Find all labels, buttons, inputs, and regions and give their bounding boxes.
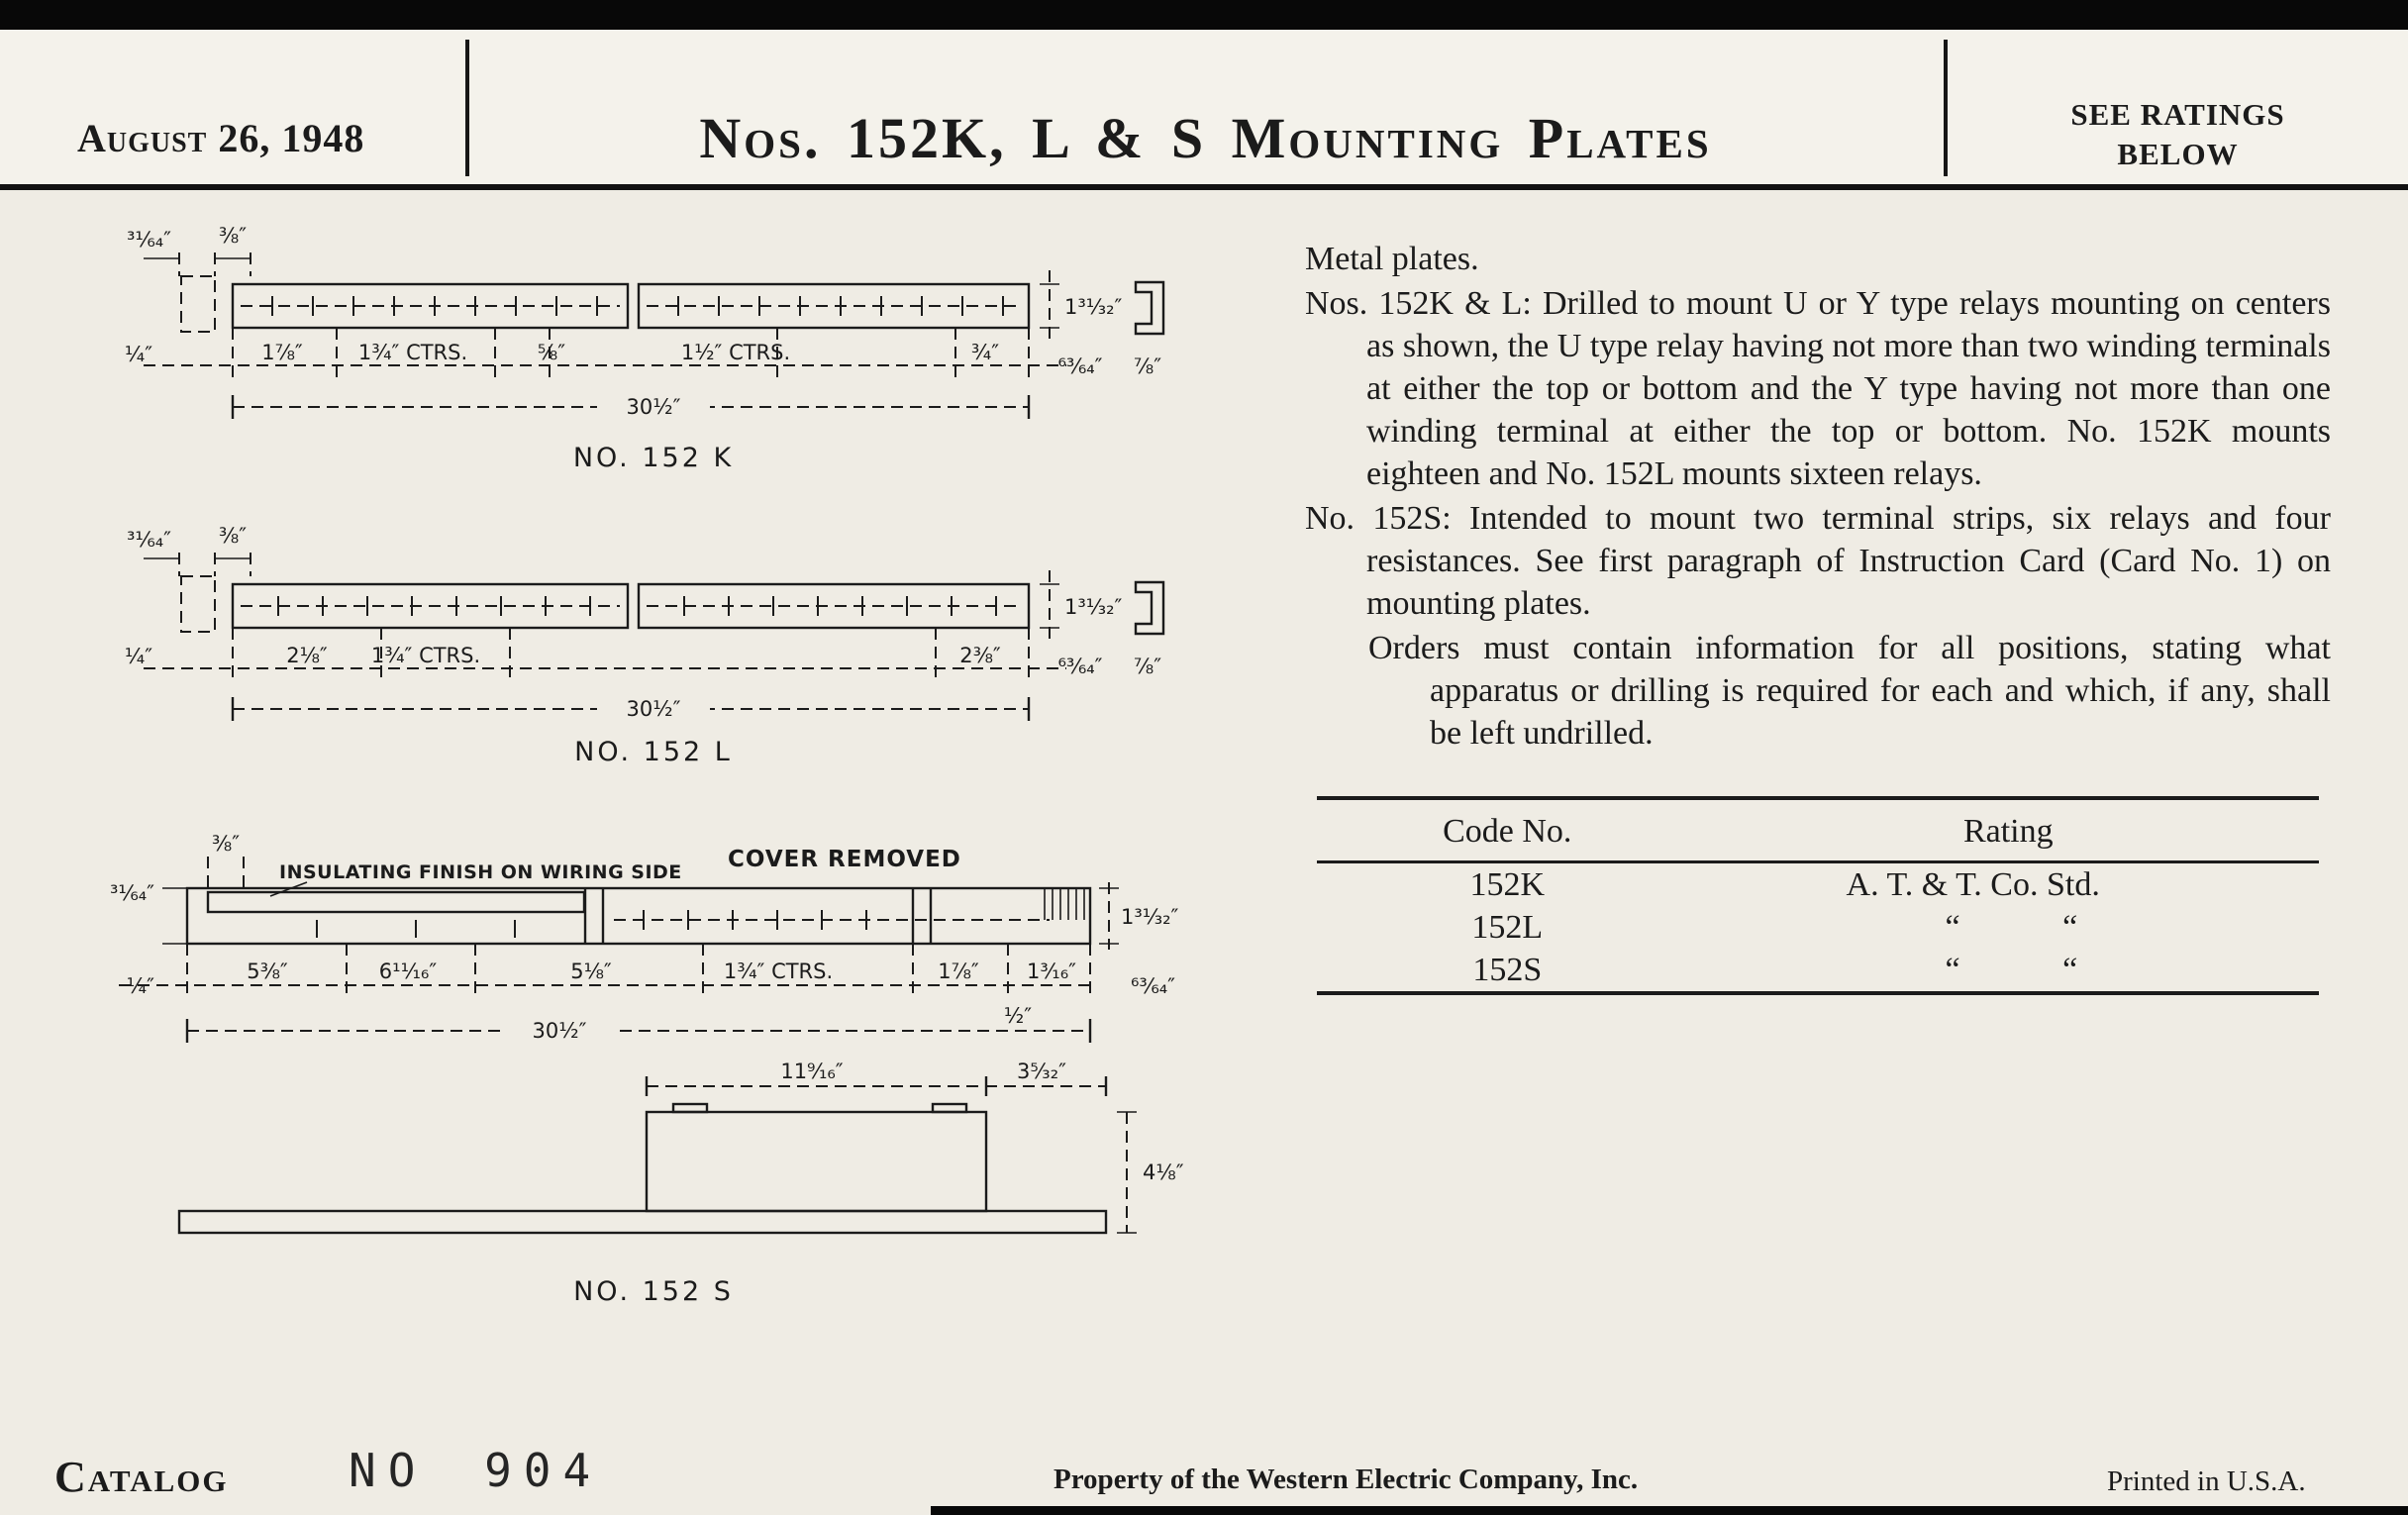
dim-label-3-8: ⅜″ — [211, 832, 241, 856]
ditto-mark: “ — [2062, 952, 2078, 988]
ditto-mark: “ — [1945, 909, 1960, 946]
dim-label-chain: 1⅞″ — [938, 960, 979, 983]
code-cell: 152K — [1469, 866, 1546, 903]
drawing-152s-lines — [119, 857, 1137, 1233]
page-title: Nos. 152K, L & S Mounting Plates — [699, 106, 1712, 170]
dim-label-31-64: ³¹⁄₆₄″ — [126, 528, 171, 552]
dim-label-right: ⅞″ — [1133, 354, 1162, 378]
catalog-number-stamp: NO 904 — [349, 1444, 603, 1497]
drawing-152k — [84, 213, 1183, 482]
printed-in-usa: Printed in U.S.A. — [2107, 1465, 2306, 1497]
dim-label-right: 1³¹⁄₃₂″ — [1064, 295, 1123, 319]
paragraph-152kl: Nos. 152K & L: Drilled to mount U or Y type relays mounting on centers as shown, the U type relay having not more than two winding terminals at either the top or bottom and the Y type having not more than one winding terminal at either the top or bottom. No. 152K mounts eighteen and No. 152L mounts sixteen relays. — [1305, 285, 2331, 492]
table-row — [1317, 862, 2319, 907]
drawing-152l-lines — [144, 553, 1163, 721]
table-header-row — [1317, 798, 2319, 862]
drawing-152s — [59, 825, 1307, 1325]
scan-edge-bottom — [931, 1506, 2408, 1515]
dim-label-chain: 1¾″ CTRS. — [357, 341, 468, 364]
dim-label-right: ⁶³⁄₆₄″ — [1131, 974, 1176, 998]
description-column — [1305, 238, 2331, 995]
dim-label-chain: 1¾″ CTRS. — [723, 960, 834, 983]
header — [0, 30, 2408, 184]
dim-label-3-8: ⅜″ — [218, 224, 248, 248]
dim-label-span: 30½″ — [626, 697, 681, 721]
rating-value: A. T. & T. Co. Std. — [1846, 866, 2100, 903]
drawing-152l-caption: NO. 152 L — [574, 737, 733, 767]
ratings-table — [1317, 796, 2319, 995]
catalog-label: Catalog — [54, 1453, 229, 1501]
dim-label-side-width: 11⁹⁄₁₆″ — [780, 1060, 844, 1083]
rating-cell — [1698, 949, 2319, 993]
header-date: August 26, 1948 — [77, 116, 365, 160]
drawing-152k-lines — [144, 252, 1163, 419]
dim-label-side-offset: 3⁵⁄₃₂″ — [1017, 1060, 1066, 1083]
cover-removed-note: COVER REMOVED — [728, 847, 961, 872]
ditto-mark: “ — [1945, 952, 1960, 988]
dim-label-chain: 2⅜″ — [959, 644, 1001, 667]
dim-label-chain: 1½″ CTRS. — [680, 341, 791, 364]
ditto-mark: “ — [2062, 909, 2078, 946]
dim-label-1-4: ¼″ — [124, 343, 153, 366]
col-header-code: Code No. — [1317, 798, 1698, 862]
dim-label-chain: 6¹¹⁄₁₆″ — [378, 960, 438, 983]
col-header-rating: Rating — [1698, 798, 2319, 862]
rating-cell — [1698, 862, 2319, 907]
see-ratings-line2: BELOW — [2117, 137, 2239, 171]
dim-label-span: 30½″ — [626, 395, 681, 419]
header-rule — [0, 184, 2408, 190]
intro-line: Metal plates. — [1305, 241, 1479, 277]
see-ratings-note — [1948, 95, 2408, 174]
dim-label-side-height: 4⅛″ — [1143, 1161, 1184, 1184]
dim-label-right: ⅞″ — [1133, 655, 1162, 678]
see-ratings-line1: SEE RATINGS — [2070, 97, 2285, 132]
paragraph-152s: No. 152S: Intended to mount two terminal strips, six relays and four resistances. See first paragraph of Instruction Card (Card No. 1) on mounting plates. — [1305, 500, 2331, 622]
table-row — [1317, 906, 2319, 949]
drawing-152s-caption: NO. 152 S — [573, 1276, 734, 1307]
dim-label-31-64: ³¹⁄₆₄″ — [126, 228, 171, 252]
dim-label-chain: 5⅛″ — [570, 960, 612, 983]
code-cell: 152L — [1471, 909, 1544, 946]
dim-label-right: 1³¹⁄₃₂″ — [1064, 595, 1123, 619]
dim-label-right: 1³¹⁄₃₂″ — [1121, 905, 1179, 929]
dim-label-1-2: ½″ — [1003, 1004, 1033, 1028]
dim-label-right: ⁶³⁄₆₄″ — [1057, 354, 1103, 378]
dim-label-chain: 1⅞″ — [261, 341, 303, 364]
dim-label-chain: 2⅛″ — [286, 644, 328, 667]
drawing-152k-caption: NO. 152 K — [572, 443, 735, 473]
property-line: Property of the Western Electric Company, Inc. — [1054, 1464, 1639, 1495]
scan-edge-top — [0, 0, 2408, 30]
dim-label-1-4: ¼″ — [126, 974, 154, 998]
dim-label-right: ⁶³⁄₆₄″ — [1057, 655, 1103, 678]
paragraph-orders: Orders must contain information for all positions, stating what apparatus or drilling is required for each and which, if any, shall be left undrilled. — [1368, 630, 2331, 752]
dim-label-31-64: ³¹⁄₆₄″ — [109, 881, 154, 905]
dim-label-chain: 1¾″ CTRS. — [370, 644, 481, 667]
rating-cell — [1698, 906, 2319, 949]
dim-label-chain: ¾″ — [970, 341, 1000, 364]
dim-label-chain: ⅝″ — [537, 341, 566, 364]
table-row — [1317, 949, 2319, 993]
dim-label-1-4: ¼″ — [124, 645, 153, 668]
dim-label-span: 30½″ — [532, 1019, 587, 1043]
drawing-152l — [84, 513, 1183, 776]
dim-label-chain: 1³⁄₁₆″ — [1027, 960, 1076, 983]
insulating-finish-note: INSULATING FINISH ON WIRING SIDE — [279, 861, 682, 883]
dim-label-chain: 5⅜″ — [247, 960, 288, 983]
code-cell: 152S — [1472, 952, 1543, 988]
dim-label-3-8: ⅜″ — [218, 524, 248, 548]
